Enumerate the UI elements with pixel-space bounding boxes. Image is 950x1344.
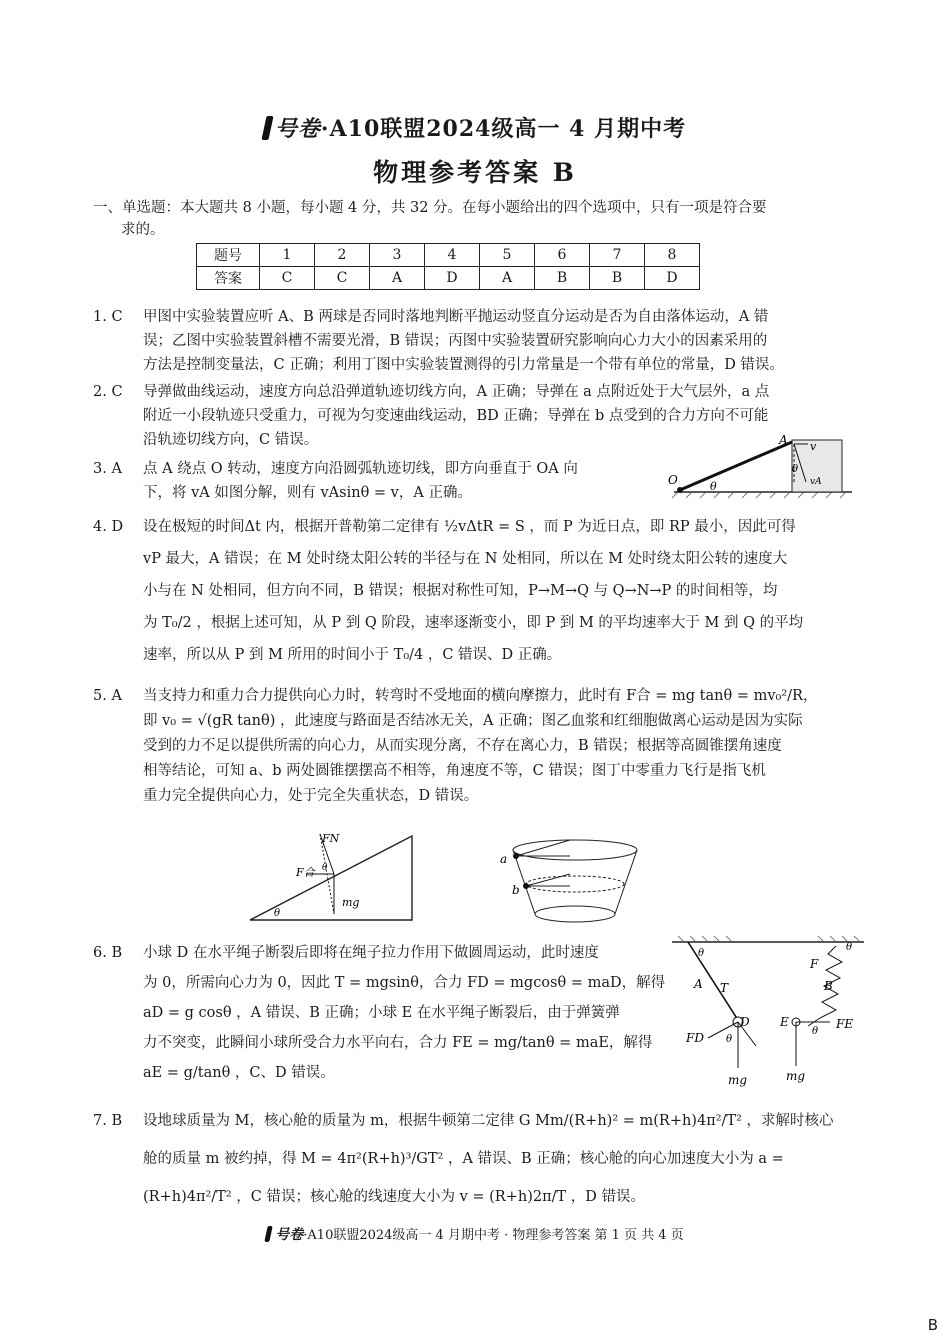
incline-force-figure [248,830,418,924]
rod-block-figure [668,432,858,498]
fig-label-theta: θ [322,863,328,873]
section-heading: 一、单选题：本大题共 8 小题，每小题 4 分，共 32 分。在每小题给出的四个选项中，只有一项是符合要 求的。 [93,200,767,238]
fig-label-b: b [512,883,520,897]
fig-label-v: v [810,440,817,453]
fig-label-E: E [780,1015,789,1029]
fig-label-mg-2: mg [786,1069,806,1083]
fig-label-theta-2: θ [274,908,281,919]
answer-title: 物理参考答案 B [373,158,577,187]
fig-label-FN: FN [322,832,340,845]
question-5: 5. A 当支持力和重力合力提供向心力时，转弯时不受地面的横向摩擦力，此时有 F合 = mg tanθ = mv₀²/R， 即 v₀ = √(gR tanθ) ，此速度与路面是否结冰无关，A 正确；图乙血浆和红细胞做离心运动是因为实际 受到的力不足以提供所需的向心力，从而实现分离，不存在离心力，B 错误；根据等高圆锥摆角速度 相等结论，可知 a、b 两处圆锥摆摆高不相等，角速度不等，C 错误；图丁中零重力飞行是指飞机 重力完全提供向心力，处于完全失重状态，D 错误。 [93,688,818,804]
question-2: 2. C 导弹做曲线运动，速度方向总沿弹道轨迹切线方向，A 正确；导弹在 a 点附近处于大气层外，a 点 附近一小段轨迹只受重力，可视为匀变速曲线运动，BD 正确；导弹在 b 点受到的合力方向不可能 沿轨迹切线方向，C 错误。 [93,384,770,448]
fig-label-FD: FD [686,1031,704,1045]
question-6: 6. B 小球 D 在水平绳子断裂后即将在绳子拉力作用下做圆周运动，此时速度 为 0，所需向心力为 0，因此 T = mgsinθ，合力 FD = mgcosθ = maD，解得 aD = g cosθ ，A 错误、B 正确；小球 E 在水平绳子断裂后，由于弹簧弹 力不突变，此瞬间小球所受合力水平向右，合力 FE = mg/tanθ = maE，解得 aE = g/tanθ ，C、D 错误。 [93,945,666,1081]
fig-label-theta: θ [792,464,799,475]
question-3: 3. A 点 A 绕点 O 转动，速度方向沿圆弧轨迹切线，即方向垂直于 OA 向 下，将 vA 如图分解，则有 vAsinθ = v，A 正确。 [93,461,578,501]
fig-label-theta: θ [698,948,705,959]
fig-label-B: B [824,979,833,993]
fig-label-a: a [500,852,508,866]
fig-label-T: T [720,981,729,995]
table-row: 题号 1 2 3 4 5 6 7 8 [197,244,700,267]
fig-label-Fhe: F合 [296,866,315,879]
fig-label-A: A [779,433,788,447]
exam-title: 号卷·A10联盟2024级高一 4 月期中考 [0,112,950,143]
brand-logo: 号卷 [264,112,321,143]
fig-label-mg: mg [342,896,360,909]
answer-table [196,243,700,290]
question-7: 7. B 设地球质量为 M，核心舱的质量为 m，根据牛顿第二定律 G Mm/(R+h)² = m(R+h)4π²/T² ，求解时核心 舱的质量 m 被约掉，得 M = 4π²(R+h)³/GT² ，A 错误、B 正确；核心舱的向心加速度大小为 a = (R+h)4π²/T² ，C 错误；核心舱的线速度大小为 v = (R+h)2π/T ，D 错误。 [93,1113,834,1205]
cone-pendulum-figure [500,836,650,926]
footer-logo: 号卷 [266,1224,303,1244]
fig-label-O: O [668,473,678,487]
corner-mark: B [927,1316,938,1334]
fig-label-theta-3: θ [846,942,853,953]
page-footer: 号卷·A10联盟2024级高一 4 月期中考 · 物理参考答案 第 1 页 共 4 页 [0,1224,950,1244]
table-row: 答案 C C A D A B B D [197,267,700,290]
question-4: 4. D 设在极短的时间Δt 内，根据开普勒第二定律有 ½vΔtR = S ，而 P 为近日点，即 RP 最小，因此可得 vP 最大，A 错误；在 M 处时绕太阳公转的半径与在 N 处相同，所以在 M 处时绕太阳公转的速度大 小与在 N 处相同，但方向不同，B 错误；根据对称性可知，P→M→Q 与 Q→N→P 的时间相等，均 为 T₀/2 ，根据上述可知，从 P 到 Q 阶段，速率逐渐变小，即 P 到 M 的平均速率大于 M 到 Q 的平均 速率，所以从 P 到 M 所用的时间小于 T₀/4 ，C 错误、D 正确。 [93,519,804,663]
fig-label-vA: vA [810,477,822,487]
fig-label-A: A [694,977,703,991]
question-1: 1. C 甲图中实验装置应听 A、B 两球是否同时落地判断平抛运动竖直分运动是否为自由落体运动，A 错 误；乙图中实验装置斜槽不需要光滑，B 错误；丙图中实验装置研究影响向心力大小的因素采用的 方法是控制变量法，C 正确；利用丁图中实验装置测得的引力常量是一个带有单位的常量，D 错误。 [93,309,784,373]
fig-label-theta-4: θ [812,1026,819,1037]
fig-label-theta-2: θ [726,1034,733,1045]
fig-label-FE: FE [836,1017,854,1031]
fig-label-mg: mg [728,1073,748,1087]
fig-label-theta-2: θ [710,480,717,493]
fig-label-D: D [740,1015,750,1029]
fig-label-F: F [810,957,819,971]
rope-spring-figure [668,936,868,1088]
